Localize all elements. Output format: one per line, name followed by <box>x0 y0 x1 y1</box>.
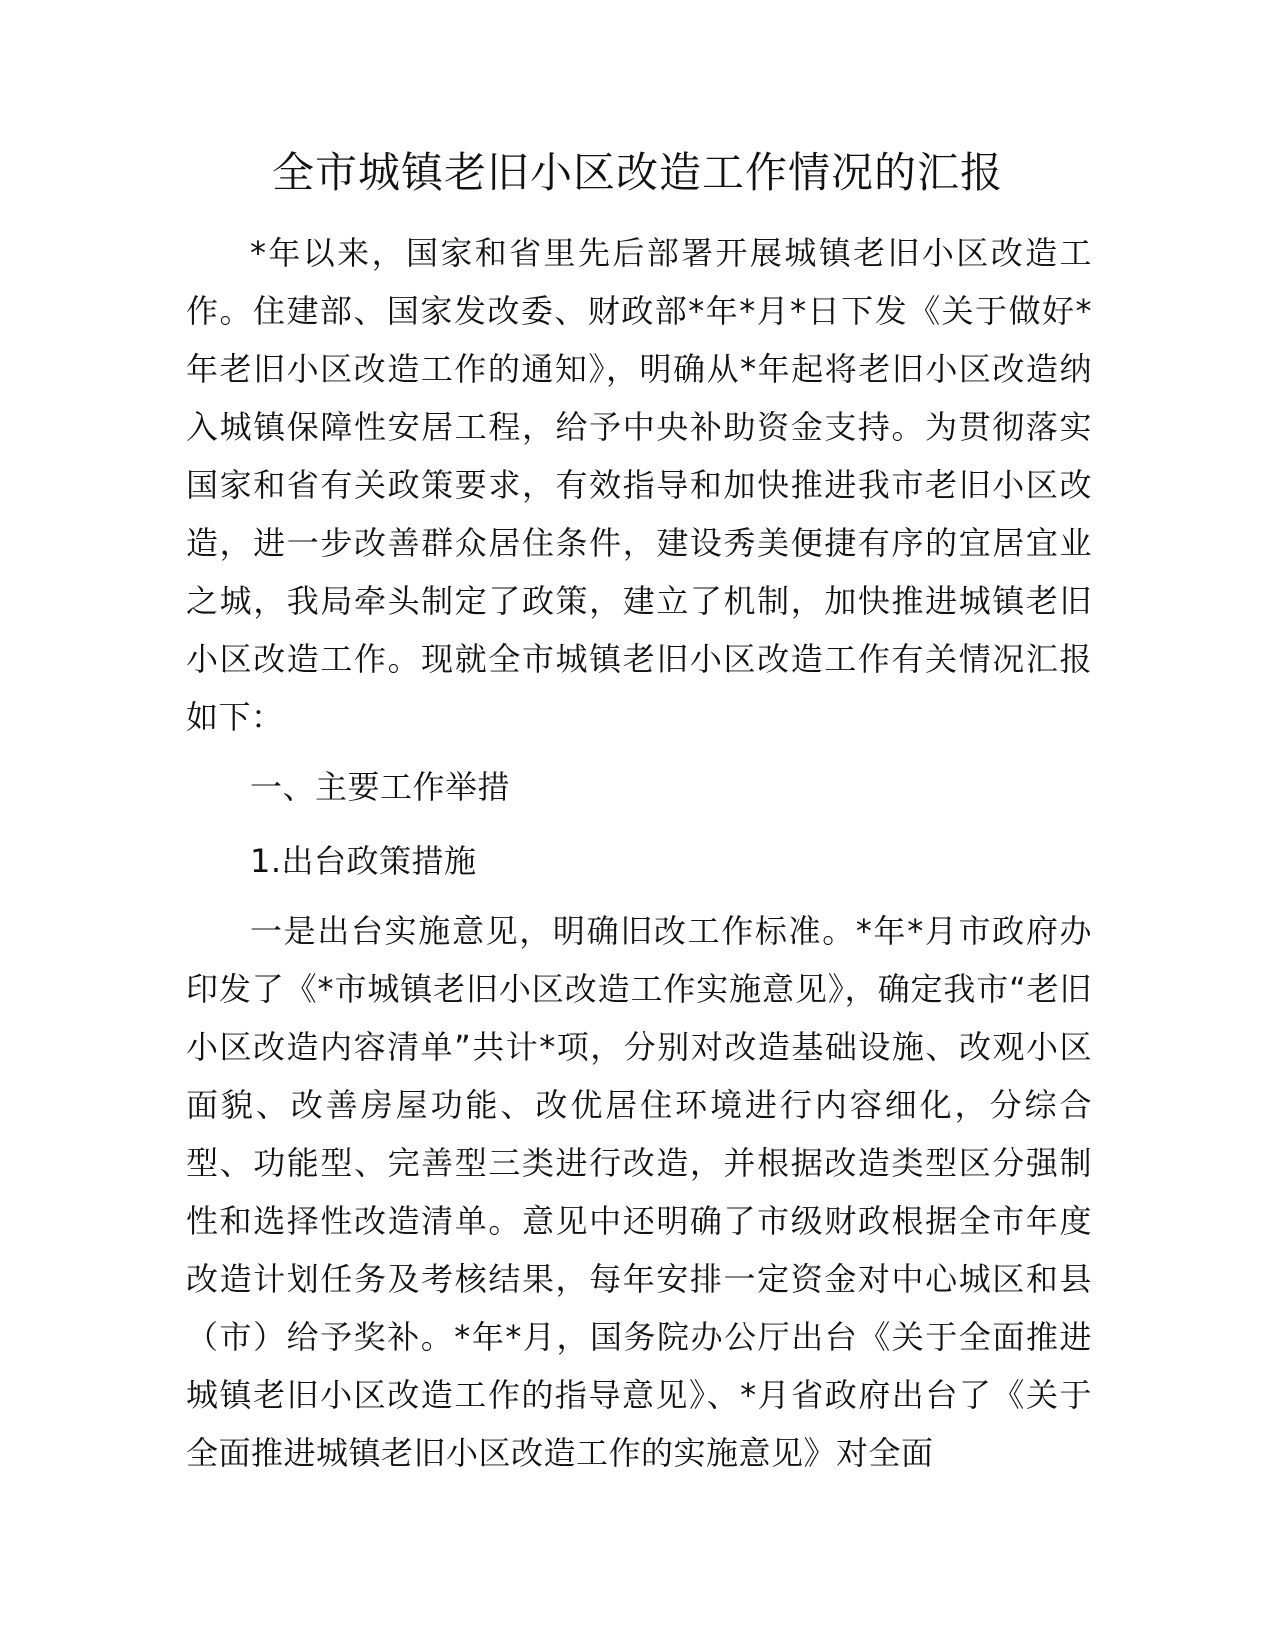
section-heading: 一、主要工作举措 <box>250 768 511 806</box>
intro-paragraph-block <box>186 224 1092 746</box>
intro-paragraph: *年以来，国家和省里先后部署开展城镇老旧小区改造工作。住建部、国家发改委、财政部*年*月*日下发《关于做好*年老旧小区改造工作的通知》，明确从*年起将老旧小区改造纳入城镇保障性安居工程，给予中央补助资金支持。为贯彻落实国家和省有关政策要求，有效指导和加快推进我市老旧小区改造，进一步改善群众居住条件，建设秀美便捷有序的宜居宜业之城，我局牵头制定了政策，建立了机制，加快推进城镇老旧小区改造工作。现就全市城镇老旧小区改造工作有关情况汇报如下： <box>186 234 1092 736</box>
section-heading-block <box>186 758 1092 816</box>
subsection-heading-block <box>186 832 1092 890</box>
document-title: 全市城镇老旧小区改造工作情况的汇报 <box>271 148 1003 197</box>
subsection-heading: 1.出台政策措施 <box>250 842 477 880</box>
section-paragraph-block <box>186 902 1092 1482</box>
section-paragraph: 一是出台实施意见，明确旧改工作标准。*年*月市政府办印发了《*市城镇老旧小区改造工作实施意见》，确定我市“老旧小区改造内容清单”共计*项，分别对改造基础设施、改观小区面貌、改善房屋功能、改优居住环境进行内容细化，分综合型、功能型、完善型三类进行改造，并根据改造类型区分强制性和选择性改造清单。意见中还明确了市级财政根据全市年度改造计划任务及考核结果，每年安排一定资金对中心城区和县（市）给予奖补。*年*月，国务院办公厅出台《关于全面推进城镇老旧小区改造工作的指导意见》、*月省政府出台了《关于全面推进城镇老旧小区改造工作的实施意见》对全面 <box>186 912 1092 1472</box>
